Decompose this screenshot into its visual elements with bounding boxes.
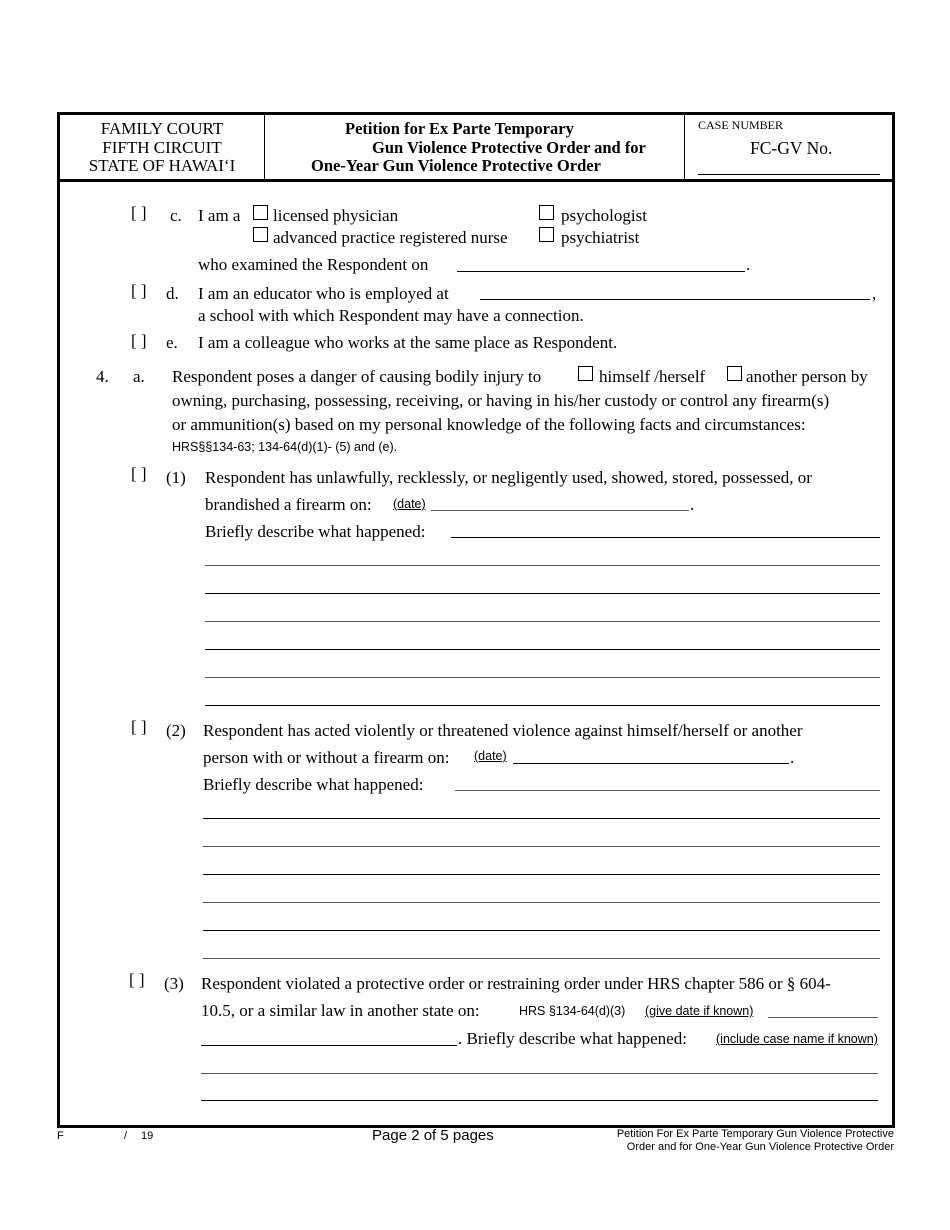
item-text: Respondent has acted violently or threatened violence against himself/herself or another [203, 721, 803, 740]
case-number-label: CASE NUMBER [698, 118, 784, 132]
checkbox-bracket-3c[interactable]: [ ] [131, 203, 147, 222]
option-label: himself /herself [599, 367, 706, 386]
item-letter: d. [166, 284, 179, 303]
item-text: brandished a firearm on: [205, 495, 372, 514]
date-hint: (date) [393, 497, 426, 511]
description-line[interactable] [205, 649, 880, 650]
item-number: (3) [164, 974, 184, 993]
item-text: person with or without a firearm on: [203, 748, 450, 767]
description-line[interactable] [203, 930, 880, 931]
form-id: F [57, 1130, 64, 1142]
item-text: I am a colleague who works at the same place as Respondent. [198, 333, 618, 352]
item-letter: c. [170, 206, 182, 225]
description-line[interactable] [203, 958, 880, 959]
date-hint: (date) [474, 749, 507, 763]
statute-reference: HRS §134-64(d)(3) [519, 1004, 626, 1018]
himself-herself-checkbox[interactable] [578, 366, 593, 381]
another-person-checkbox[interactable] [727, 366, 742, 381]
date-field-3[interactable] [768, 1017, 878, 1018]
description-line[interactable] [205, 565, 880, 566]
option-label: psychologist [561, 206, 647, 225]
item-letter: e. [166, 333, 178, 352]
page-number: Page 2 of 5 pages [372, 1127, 494, 1144]
checkbox-bracket-3e[interactable]: [ ] [131, 331, 147, 350]
item-text: or ammunition(s) based on my personal knowledge of the following facts and circumstances: [172, 415, 806, 434]
item-text: who examined the Respondent on [198, 255, 429, 274]
description-line[interactable] [203, 846, 880, 847]
item-letter: a. [133, 367, 145, 386]
item-text: . Briefly describe what happened: [458, 1029, 687, 1048]
checkbox-bracket-4a1[interactable]: [ ] [131, 464, 147, 483]
date-hint: (give date if known) [645, 1004, 754, 1018]
option-label: psychiatrist [561, 228, 640, 247]
item-text: owning, purchasing, possessing, receiving, or having in his/her custody or control any firearm(s) [172, 391, 830, 410]
psychiatrist-checkbox[interactable] [539, 227, 554, 242]
aprn-checkbox[interactable] [253, 227, 268, 242]
description-line[interactable] [205, 677, 880, 678]
item-number: (1) [166, 468, 186, 487]
description-line[interactable] [203, 902, 880, 903]
option-label: another person by [746, 367, 868, 386]
item-number: (2) [166, 721, 186, 740]
footer-doc-title: Petition For Ex Parte Temporary Gun Violence Protective Order and for One-Year Gun Violence Protective Order [616, 1128, 894, 1153]
item-text: Respondent poses a danger of causing bodily injury to [172, 367, 542, 386]
item-text: Briefly describe what happened: [205, 522, 426, 541]
option-label: advanced practice registered nurse [273, 228, 508, 247]
case-name-hint: (include case name if known) [716, 1032, 878, 1046]
form-year: 19 [141, 1130, 154, 1142]
statute-reference: HRS§§134-63; 134-64(d)(1)- (5) and (e). [172, 440, 398, 454]
option-label: licensed physician [273, 206, 399, 225]
document-title: Petition for Ex Parte Temporary Gun Violence Protective Order and for One-Year Gun Violence Protective Order [311, 119, 646, 175]
checkbox-bracket-3d[interactable]: [ ] [131, 281, 147, 300]
psychologist-checkbox[interactable] [539, 205, 554, 220]
item-text: Briefly describe what happened: [203, 775, 424, 794]
description-line[interactable] [201, 1100, 878, 1101]
exam-date-field[interactable] [457, 271, 745, 272]
description-line[interactable] [203, 874, 880, 875]
checkbox-bracket-4a3[interactable]: [ ] [129, 970, 145, 989]
header-column-divider [264, 115, 265, 179]
date-field-2[interactable] [513, 763, 789, 764]
checkbox-bracket-4a2[interactable]: [ ] [131, 717, 147, 736]
case-number-prefix: FC-GV No. [750, 138, 833, 158]
case-number-field[interactable] [698, 174, 880, 175]
item-text: Respondent violated a protective order or restraining order under HRS chapter 586 or § 604- [201, 974, 831, 993]
description-line[interactable] [203, 818, 880, 819]
item-text: 10.5, or a similar law in another state on: [201, 1001, 480, 1020]
date-field-1[interactable] [431, 510, 689, 511]
form-date-slash: / [124, 1130, 128, 1142]
header-column-divider [684, 115, 685, 179]
description-line[interactable] [201, 1073, 878, 1074]
description-line[interactable] [205, 593, 880, 594]
description-line[interactable] [205, 621, 880, 622]
item-text: I am an educator who is employed at [198, 284, 449, 303]
licensed-physician-checkbox[interactable] [253, 205, 268, 220]
item-text: a school with which Respondent may have a connection. [198, 306, 584, 325]
item-text: Respondent has unlawfully, recklessly, or negligently used, showed, stored, possessed, or [205, 468, 812, 487]
item-text: I am a [198, 206, 241, 225]
header-divider [57, 179, 895, 182]
section-number: 4. [96, 367, 109, 386]
school-name-field[interactable] [480, 299, 870, 300]
court-name: FAMILY COURT FIFTH CIRCUIT STATE OF HAWAI‘I [88, 119, 236, 175]
description-line[interactable] [451, 537, 880, 538]
date-field-3-cont[interactable] [201, 1045, 457, 1046]
description-line[interactable] [205, 705, 880, 706]
description-line[interactable] [455, 790, 880, 791]
